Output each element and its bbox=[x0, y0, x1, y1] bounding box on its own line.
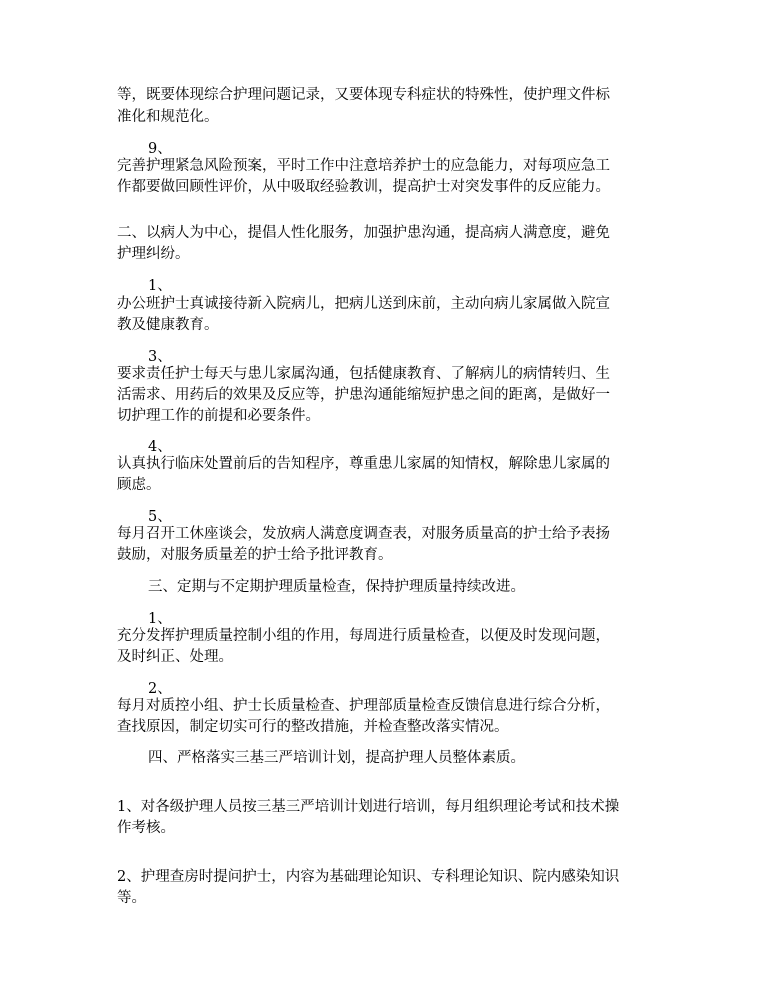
text-line: 等，既要体现综合护理问题记录，又要体现专科症状的特殊性，使护理文件标 bbox=[117, 87, 610, 103]
text-line: 准化和规范化。 bbox=[117, 109, 219, 125]
text-line: 鼓励，对服务质量差的护士给予批评教育。 bbox=[117, 547, 393, 563]
text-line: 1、对各级护理人员按三基三严培训计划进行培训，每月组织理论考试和技术操 bbox=[117, 799, 620, 815]
text-line: 教及健康教育。 bbox=[117, 317, 219, 333]
text-line: 作考核。 bbox=[117, 820, 175, 836]
text-line: 充分发挥护理质量控制小组的作用，每周进行质量检查，以便及时发现问题， bbox=[117, 628, 610, 644]
list-number: 3、 bbox=[148, 349, 172, 365]
text-line: 每月召开工休座谈会，发放病人满意度调查表，对服务质量高的护士给予表扬 bbox=[117, 526, 610, 542]
text-line: 切护理工作的前提和必要条件。 bbox=[117, 408, 320, 424]
section-heading: 三、定期与不定期护理质量检查，保持护理质量持续改进。 bbox=[148, 579, 525, 595]
section-heading: 四、严格落实三基三严培训计划，提高护理人员整体素质。 bbox=[148, 750, 525, 766]
text-line: 等。 bbox=[117, 890, 146, 906]
list-number: 9、 bbox=[148, 141, 172, 157]
list-number: 1、 bbox=[148, 611, 172, 627]
text-line: 活需求、用药后的效果及反应等，护患沟通能缩短护患之间的距离，是做好一 bbox=[117, 387, 610, 403]
text-line: 查找原因，制定切实可行的整改措施，并检查整改落实情况。 bbox=[117, 719, 509, 735]
text-line: 2、护理查房时提问护士，内容为基础理论知识、专科理论知识、院内感染知识 bbox=[117, 869, 620, 885]
list-number: 4、 bbox=[148, 439, 172, 455]
list-number: 5、 bbox=[148, 509, 172, 525]
text-line: 每月对质控小组、护士长质量检查、护理部质量检查反馈信息进行综合分析， bbox=[117, 698, 610, 714]
text-line: 顾虑。 bbox=[117, 477, 161, 493]
text-line: 办公班护士真诚接待新入院病儿，把病儿送到床前，主动向病儿家属做入院宣 bbox=[117, 296, 610, 312]
text-line: 认真执行临床处置前后的告知程序，尊重患儿家属的知情权，解除患儿家属的 bbox=[117, 456, 610, 472]
text-line: 要求责任护士每天与患儿家属沟通，包括健康教育、了解病儿的病情转归、生 bbox=[117, 366, 610, 382]
text-line: 及时纠正、处理。 bbox=[117, 649, 233, 665]
section-heading: 二、以病人为中心，提倡人性化服务，加强护患沟通，提高病人满意度，避免 bbox=[117, 225, 610, 241]
list-number: 2、 bbox=[148, 681, 172, 697]
text-line: 作都要做回顾性评价，从中吸取经验教训，提高护士对突发事件的反应能力。 bbox=[117, 179, 610, 195]
section-heading: 护理纠纷。 bbox=[117, 246, 190, 262]
text-line: 完善护理紧急风险预案，平时工作中注意培养护士的应急能力，对每项应急工 bbox=[117, 158, 610, 174]
list-number: 1、 bbox=[148, 278, 172, 294]
